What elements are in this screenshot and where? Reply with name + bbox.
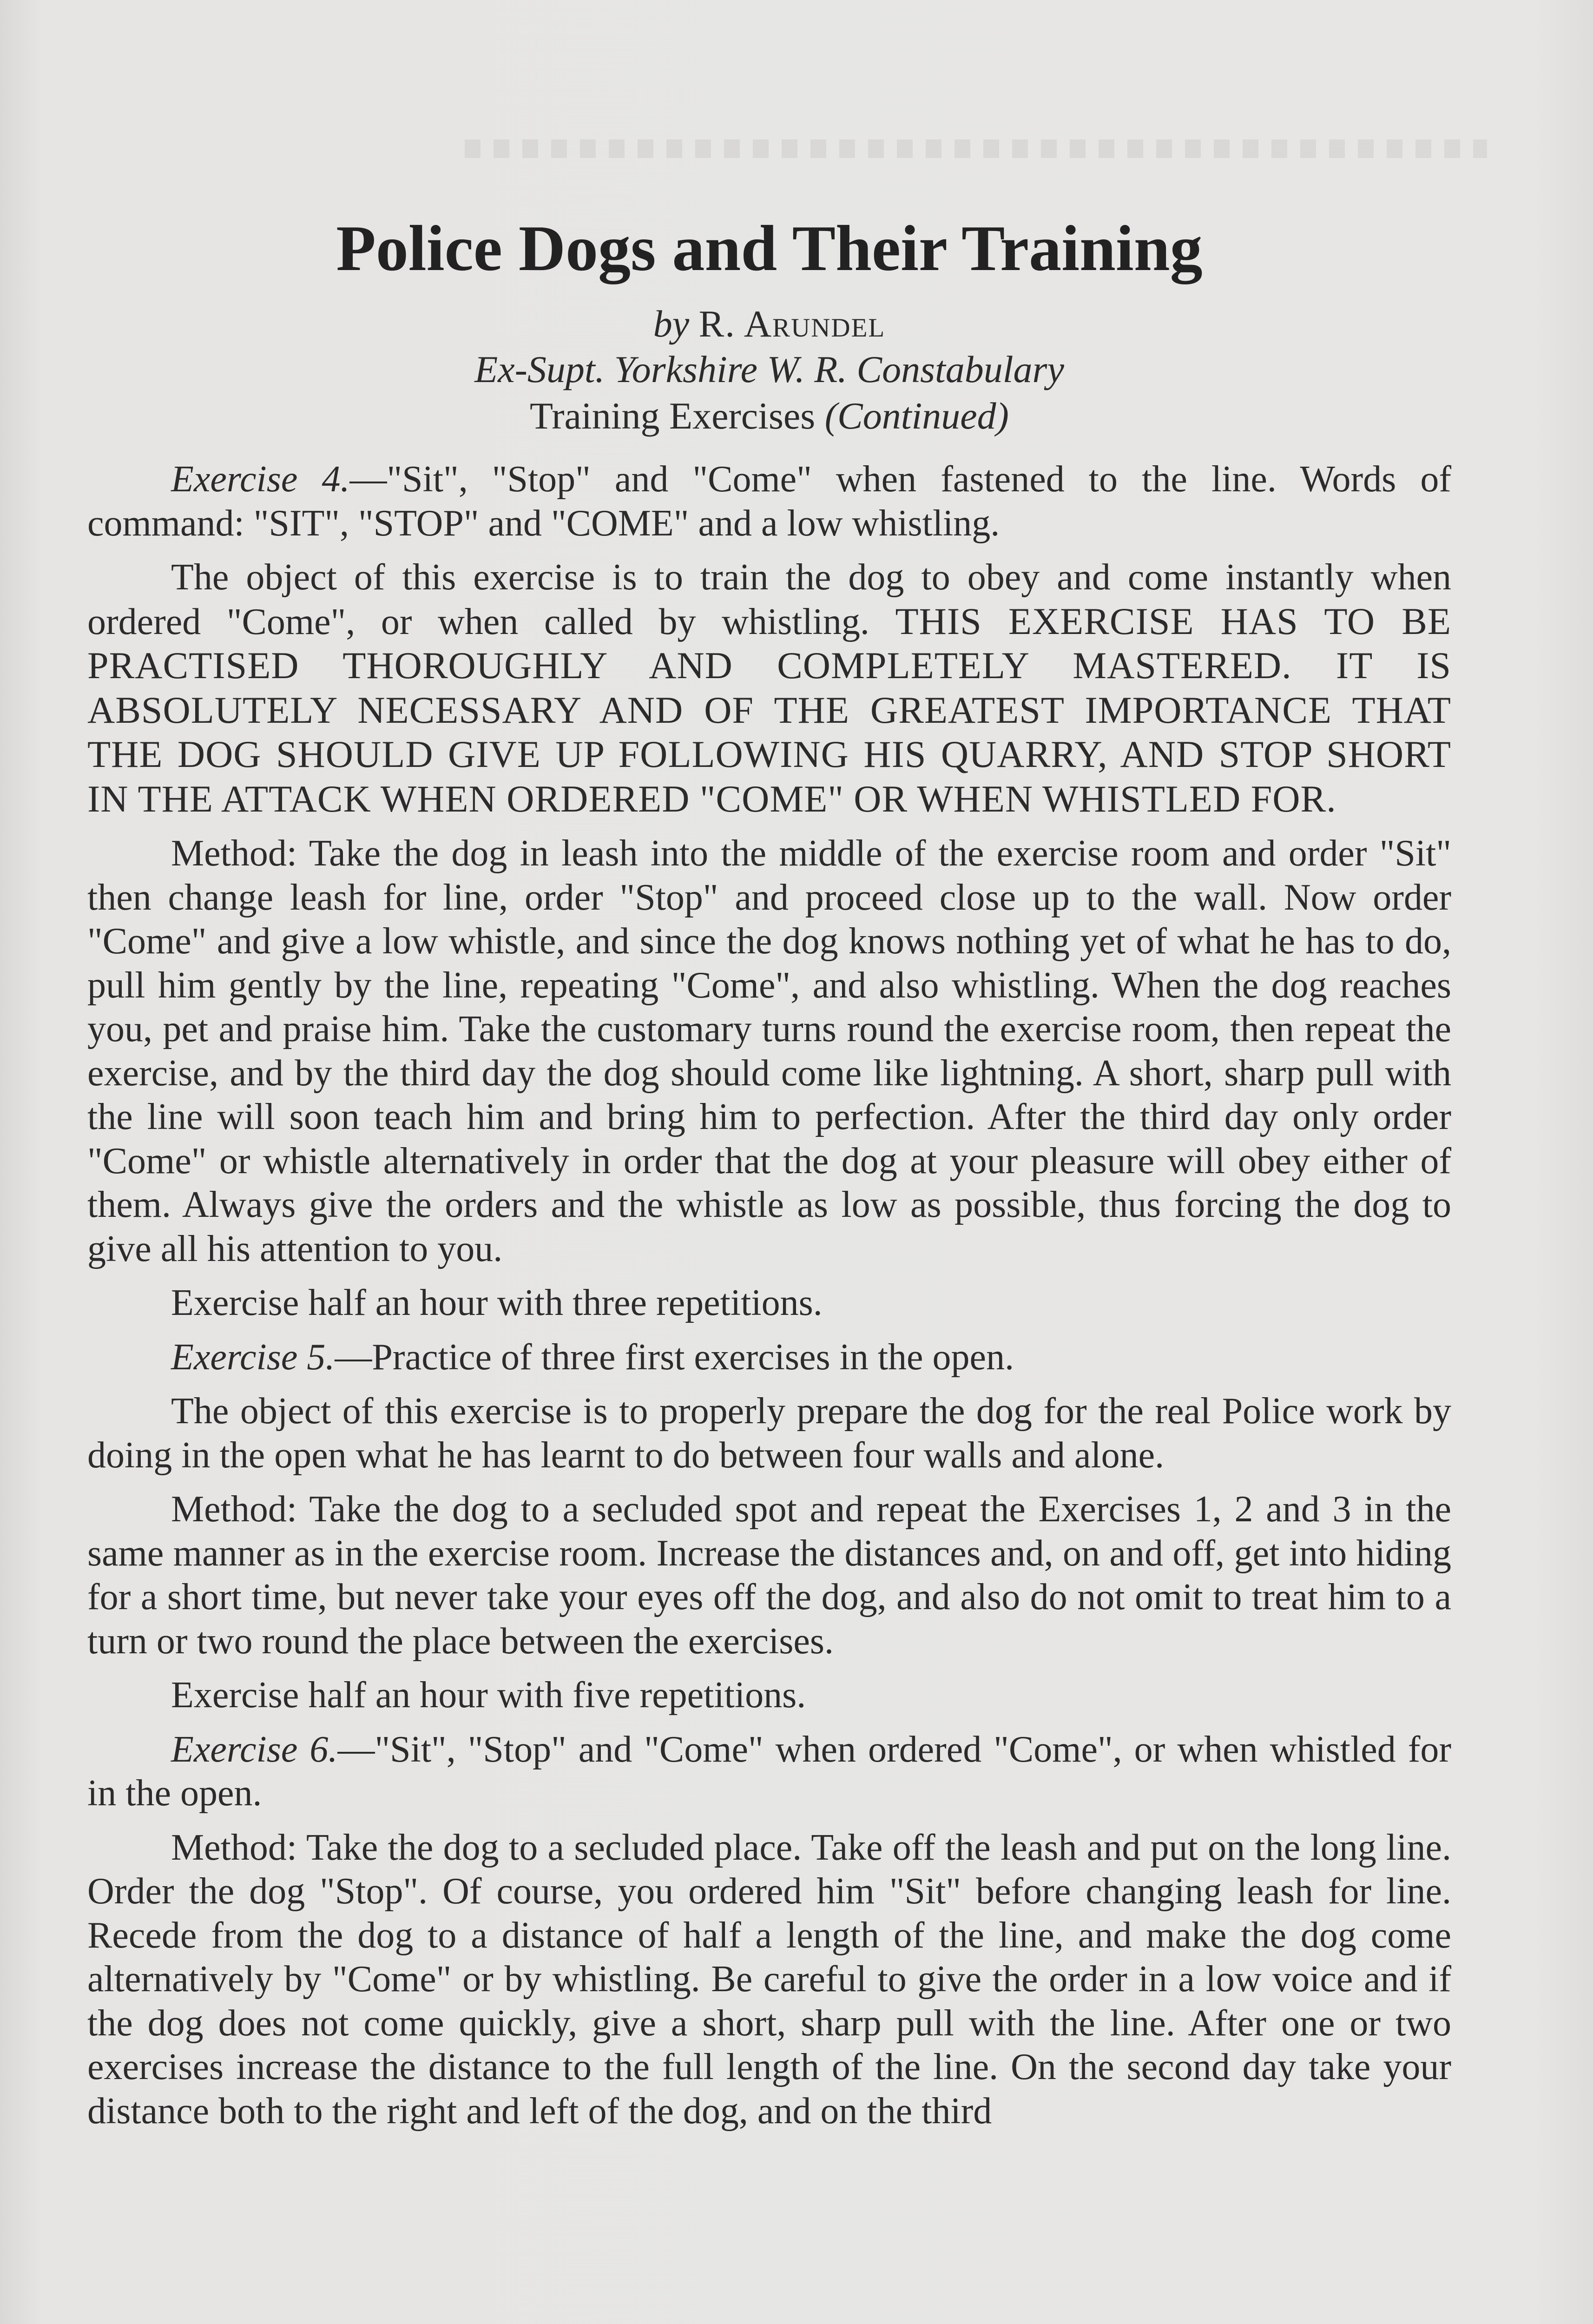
author-position: Ex-Supt. Yorkshire W. R. Constabulary xyxy=(474,348,1064,390)
paragraph-text: Exercise half an hour with three repetitions. xyxy=(171,1282,823,1323)
section-subtitle xyxy=(87,393,1451,439)
paragraph xyxy=(87,1335,1451,1380)
paragraph xyxy=(87,1673,1451,1717)
exercise-label: Exercise 4. xyxy=(171,459,350,500)
paragraph-text: —"Sit", "Stop" and "Come" when fastened to the line. Words of command: "SIT", "STOP" and "COME" and a low whistling. xyxy=(87,459,1452,544)
paragraph-text: The object of this exercise is to properly prepare the dog for the real Police work by doing in the open what he has learnt to do between four walls and alone. xyxy=(87,1391,1451,1476)
emphasis-text: THIS EXERCISE HAS TO BE PRACTISED THOROUGHLY AND COMPLETELY MASTERED. IT IS ABSOLUTELY NECESSARY AND OF THE GREATEST IMPORTANCE THAT THE DOG SHOULD GIVE UP FOLLOWING HIS QUARRY, AND STOP SHORT IN THE ATTACK WHEN ORDERED "COME" OR WHEN WHISTLED FOR. xyxy=(87,600,1452,820)
author-name: R. Arundel xyxy=(698,303,886,345)
paragraph xyxy=(87,1389,1451,1477)
paragraph xyxy=(87,1487,1451,1663)
paragraph-text: —"Sit", "Stop" and "Come" when ordered "Come", or when whistled for in the open. xyxy=(87,1729,1452,1814)
article-title: Police Dogs and Their Training xyxy=(336,212,1203,284)
exercise-label: Exercise 5. xyxy=(171,1336,335,1378)
byline-by: by xyxy=(653,303,690,345)
paragraph xyxy=(87,457,1451,545)
exercise-label: Exercise 6. xyxy=(171,1729,338,1770)
paragraph xyxy=(87,1728,1451,1816)
paragraph xyxy=(87,832,1451,1271)
subtitle-text: Training Exercises xyxy=(530,395,816,437)
paragraph-text: Method: Take the dog to a secluded place. Take off the leash and put on the long line. Order the dog "Stop". Of course, you ordered him "Sit" before changing leash for line. Recede from the dog to a distance of half a length of the line, and make the dog come alternatively by "Come" or by whistling. Be careful to give the order in a low voice and if the dog does not come quickly, give a short, sharp pull with the line. After one or two exercises increase the distance to the full length of the line. On the second day take your distance both to the right and left of the dog, and on the third xyxy=(87,1827,1451,2132)
paragraph-text: Method: Take the dog to a secluded spot and repeat the Exercises 1, 2 and 3 in the same manner as in the exercise room. Increase the distances and, on and off, get into hiding for a short time, but never take your eyes off the dog, and also do not omit to treat him to a turn or two round the place between the exercises. xyxy=(87,1489,1451,1662)
subtitle-note: (Continued) xyxy=(824,395,1009,437)
paragraph-text: The object of this exercise is to train the dog to obey and come instantly when ordered "Come", or when called by whistling. xyxy=(87,557,1451,642)
paragraph-text: Exercise half an hour with five repetitions. xyxy=(171,1675,806,1716)
show-through-text xyxy=(465,139,1487,158)
paragraph-text: —Practice of three first exercises in the open. xyxy=(335,1336,1014,1378)
paragraph-text: Method: Take the dog in leash into the middle of the exercise room and order "Sit" then change leash for line, order "Stop" and proceed close up to the wall. Now order "Come" and give a low whistle, and since the dog knows nothing yet of what he has to do, pull him gently by the line, repeating "Come", and also whistling. When the dog reaches you, pet and praise him. Take the customary turns round the exercise room, then repeat the exercise, and by the third day the dog should come like lightning. A short, sharp pull with the line will soon teach him and bring him to perfection. After the third day only order "Come" or whistle alternatively in order that the dog at your pleasure will obey either of them. Always give the orders and the whistle as low as possible, thus forcing the dog to give all his attention to you. xyxy=(87,833,1451,1269)
article-body xyxy=(87,457,1451,2133)
article xyxy=(87,209,1451,2143)
paragraph xyxy=(87,1281,1451,1325)
paragraph xyxy=(87,1826,1451,2133)
byline xyxy=(87,301,1451,347)
paragraph xyxy=(87,555,1451,821)
